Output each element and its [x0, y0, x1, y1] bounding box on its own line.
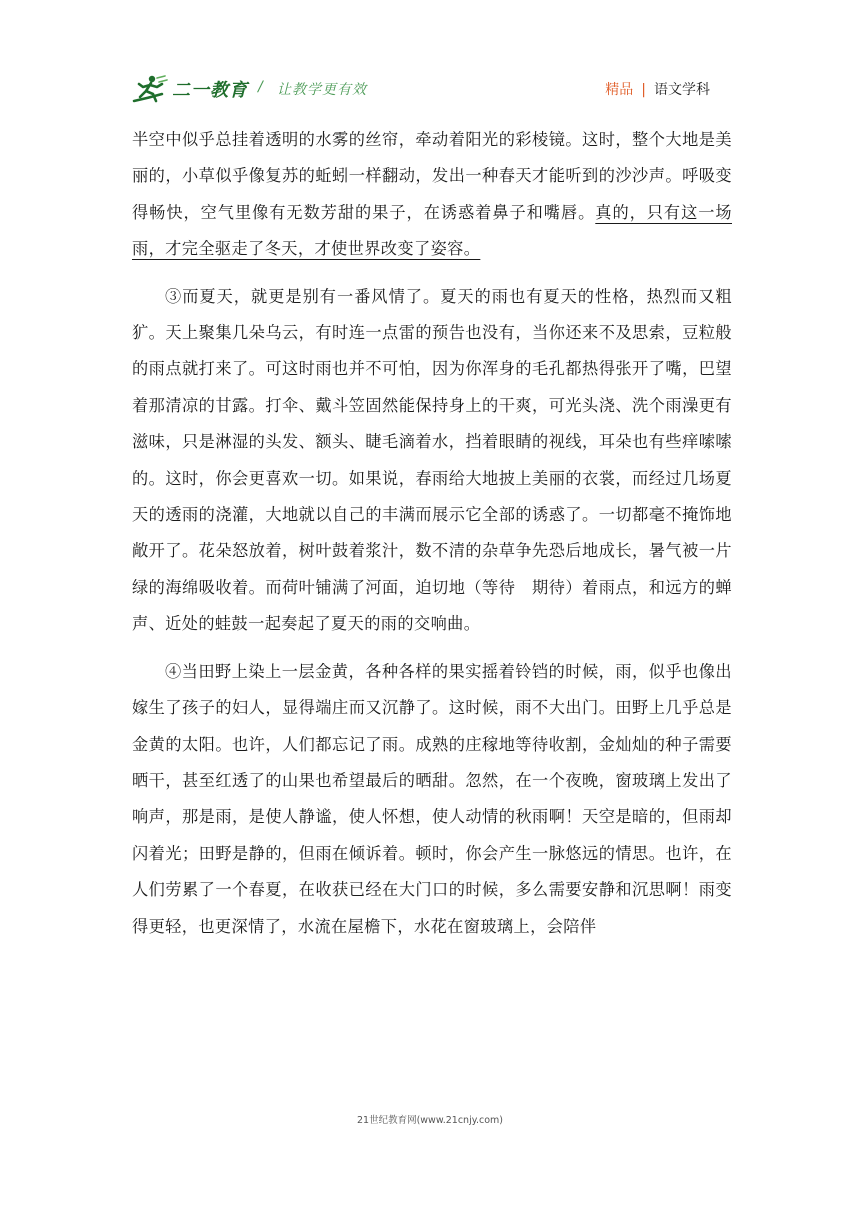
subject-badge: [605, 79, 710, 99]
paragraph-spring-end: [132, 122, 732, 268]
quality-label: 精品: [605, 82, 634, 98]
subject-label: 语文学科: [654, 82, 710, 98]
slogan-separator: /: [258, 79, 263, 95]
paragraph-autumn: ④当田野上染上一层金黄，各种各样的果实摇着铃铛的时候，雨，似乎也像出嫁生了孩子的妇人，显得端庄而又沉静了。这时候，雨不大出门。田野上几乎总是金黄的太阳。也许，人们都忘记了雨。成熟的庄稼地等待收割，金灿灿的种子需要晒干，甚至红透了的山果也希望最后的晒甜。忽然，在一个夜晚，窗玻璃上发出了响声，那是雨，是使人静谧，使人怀想，使人动情的秋雨啊！天空是暗的，但雨却闪着光；田野是静的，但雨在倾诉着。顿时，你会产生一脉悠远的情思。也许，在人们劳累了一个春夏，在收获已经在大门口的时候，多么需要安静和沉思啊！雨变得更轻，也更深情了，水流在屋檐下，水花在窗玻璃上，会陪伴: [132, 661, 732, 936]
paragraph-text: 半空中似乎总挂着透明的水雾的丝帘，牵动着阳光的彩棱镜。这时，整个大地是美丽的，小草似乎像复苏的蚯蚓一样翻动，发出一种春天才能听到的沙沙声。呼吸变得畅快，空气里像有无数芳甜的果子，在诱惑着鼻子和嘴唇。: [132, 130, 732, 222]
article-body: [132, 122, 732, 945]
underlined-sentence: 真的，只有这一场雨，才完全驱走了冬天，才使世界改变了姿容。: [132, 202, 732, 259]
slogan: 让教学更有效: [277, 82, 367, 98]
brand-name: 二一教育: [172, 80, 248, 101]
paragraph-summer: ③而夏天，就更是别有一番风情了。夏天的雨也有夏天的性格，热烈而又粗犷。天上聚集几朵乌云，有时连一点雷的预告也没有，当你还来不及思索，豆粒般的雨点就打来了。可这时雨也并不可怕，因为你浑身的毛孔都热得张开了嘴，巴望着那清凉的甘露。打伞、戴斗笠固然能保持身上的干爽，可光头浇、洗个雨澡更有滋味，只是淋湿的头发、额头、睫毛滴着水，挡着眼睛的视线，耳朵也有些痒嗦嗦的。这时，你会更喜欢一切。如果说，春雨给大地披上美丽的衣裳，而经过几场夏天的透雨的浇灌，大地就以自己的丰满而展示它全部的诱惑了。一切都毫不掩饰地敞开了。花朵怒放着，树叶鼓着浆汁，数不清的杂草争先恐后地成长，暑气被一片绿的海绵吸收着。而荷叶铺满了河面，迫切地（等待 期待）着雨点，和远方的蝉声、近处的蛙鼓一起奏起了夏天的雨的交响曲。: [132, 286, 732, 634]
page-footer: 21世纪教育网(www.21cnjy.com): [356, 1115, 503, 1126]
badge-divider: |: [641, 82, 646, 98]
page-header: [132, 70, 732, 110]
